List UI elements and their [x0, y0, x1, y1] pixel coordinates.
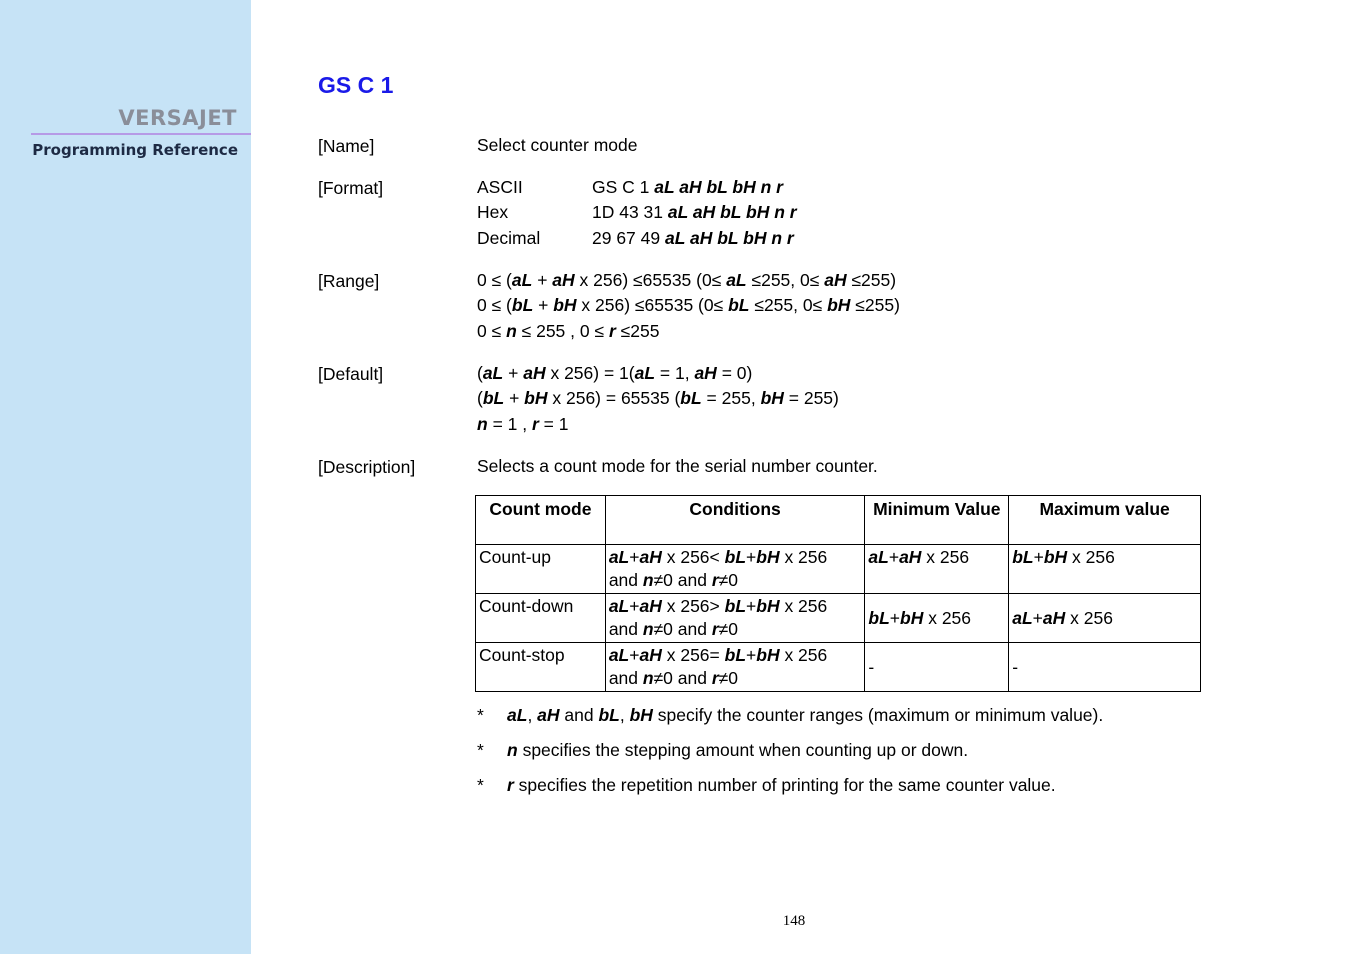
format-value: 29 67 49 aL aH bL bH n r: [592, 228, 794, 248]
table-row: [476, 545, 1201, 594]
name-value: Select counter mode: [477, 135, 638, 155]
sidebar: [0, 0, 251, 954]
page-number: 148: [782, 913, 806, 929]
table-header: Maximum value: [1009, 496, 1201, 545]
brand-subtitle: Programming Reference: [32, 141, 238, 159]
default-label: [Default]: [318, 364, 384, 384]
table-cell-mode: Count-up: [476, 545, 606, 594]
format-type: Decimal: [477, 228, 541, 248]
description-text: Selects a count mode for the serial number counter.: [477, 456, 878, 476]
range-label: [Range]: [318, 271, 380, 291]
table-cell-min: bL+bH x 256: [865, 594, 1009, 643]
default-line: (bL + bH x 256) = 65535 (bL = 255, bH = 255): [477, 388, 839, 408]
table-cell-max: -: [1009, 643, 1201, 692]
table-cell-condition: aL+aH x 256> bL+bH x 256 and n≠0 and r≠0: [605, 594, 865, 643]
count-mode-table: [475, 495, 1201, 692]
table-cell-min: aL+aH x 256: [865, 545, 1009, 594]
table-cell-mode: Count-down: [476, 594, 606, 643]
table-row: [476, 643, 1201, 692]
range-line: 0 ≤ (aL + aH x 256) ≤65535 (0≤ aL ≤255, 0≤ aH ≤255): [477, 270, 897, 290]
format-value: 1D 43 31 aL aH bL bH n r: [592, 202, 797, 222]
default-line: n = 1 , r = 1: [477, 414, 569, 434]
brand-divider: [31, 133, 251, 135]
table-cell-max: aL+aH x 256: [1009, 594, 1201, 643]
table-cell-min: -: [865, 643, 1009, 692]
name-label: [Name]: [318, 136, 375, 156]
note-item: * r specifies the repetition number of printing for the same counter value.: [477, 775, 1056, 795]
range-line: 0 ≤ n ≤ 255 , 0 ≤ r ≤255: [477, 321, 660, 341]
table-cell-mode: Count-stop: [476, 643, 606, 692]
page-title: GS C 1: [318, 72, 394, 98]
format-label: [Format]: [318, 178, 384, 198]
brand-logo: VERSAJET: [118, 106, 237, 130]
description-label: [Description]: [318, 457, 416, 477]
table-cell-max: bL+bH x 256: [1009, 545, 1201, 594]
table-cell-condition: aL+aH x 256< bL+bH x 256 and n≠0 and r≠0: [605, 545, 865, 594]
table-header: Conditions: [605, 496, 865, 545]
table-cell-condition: aL+aH x 256= bL+bH x 256 and n≠0 and r≠0: [605, 643, 865, 692]
format-type: Hex: [477, 202, 509, 222]
format-value: GS C 1 aL aH bL bH n r: [592, 177, 783, 197]
note-item: * n specifies the stepping amount when counting up or down.: [477, 740, 969, 760]
range-line: 0 ≤ (bL + bH x 256) ≤65535 (0≤ bL ≤255, 0≤ bH ≤255): [477, 295, 900, 315]
table-header: Count mode: [476, 496, 606, 545]
note-item: * aL, aH and bL, bH specify the counter ranges (maximum or minimum value).: [477, 705, 1104, 725]
format-type: ASCII: [477, 177, 523, 197]
table-row: [476, 594, 1201, 643]
table-header: Minimum Value: [865, 496, 1009, 545]
default-line: (aL + aH x 256) = 1(aL = 1, aH = 0): [477, 363, 753, 383]
table-header-row: [476, 496, 1201, 545]
